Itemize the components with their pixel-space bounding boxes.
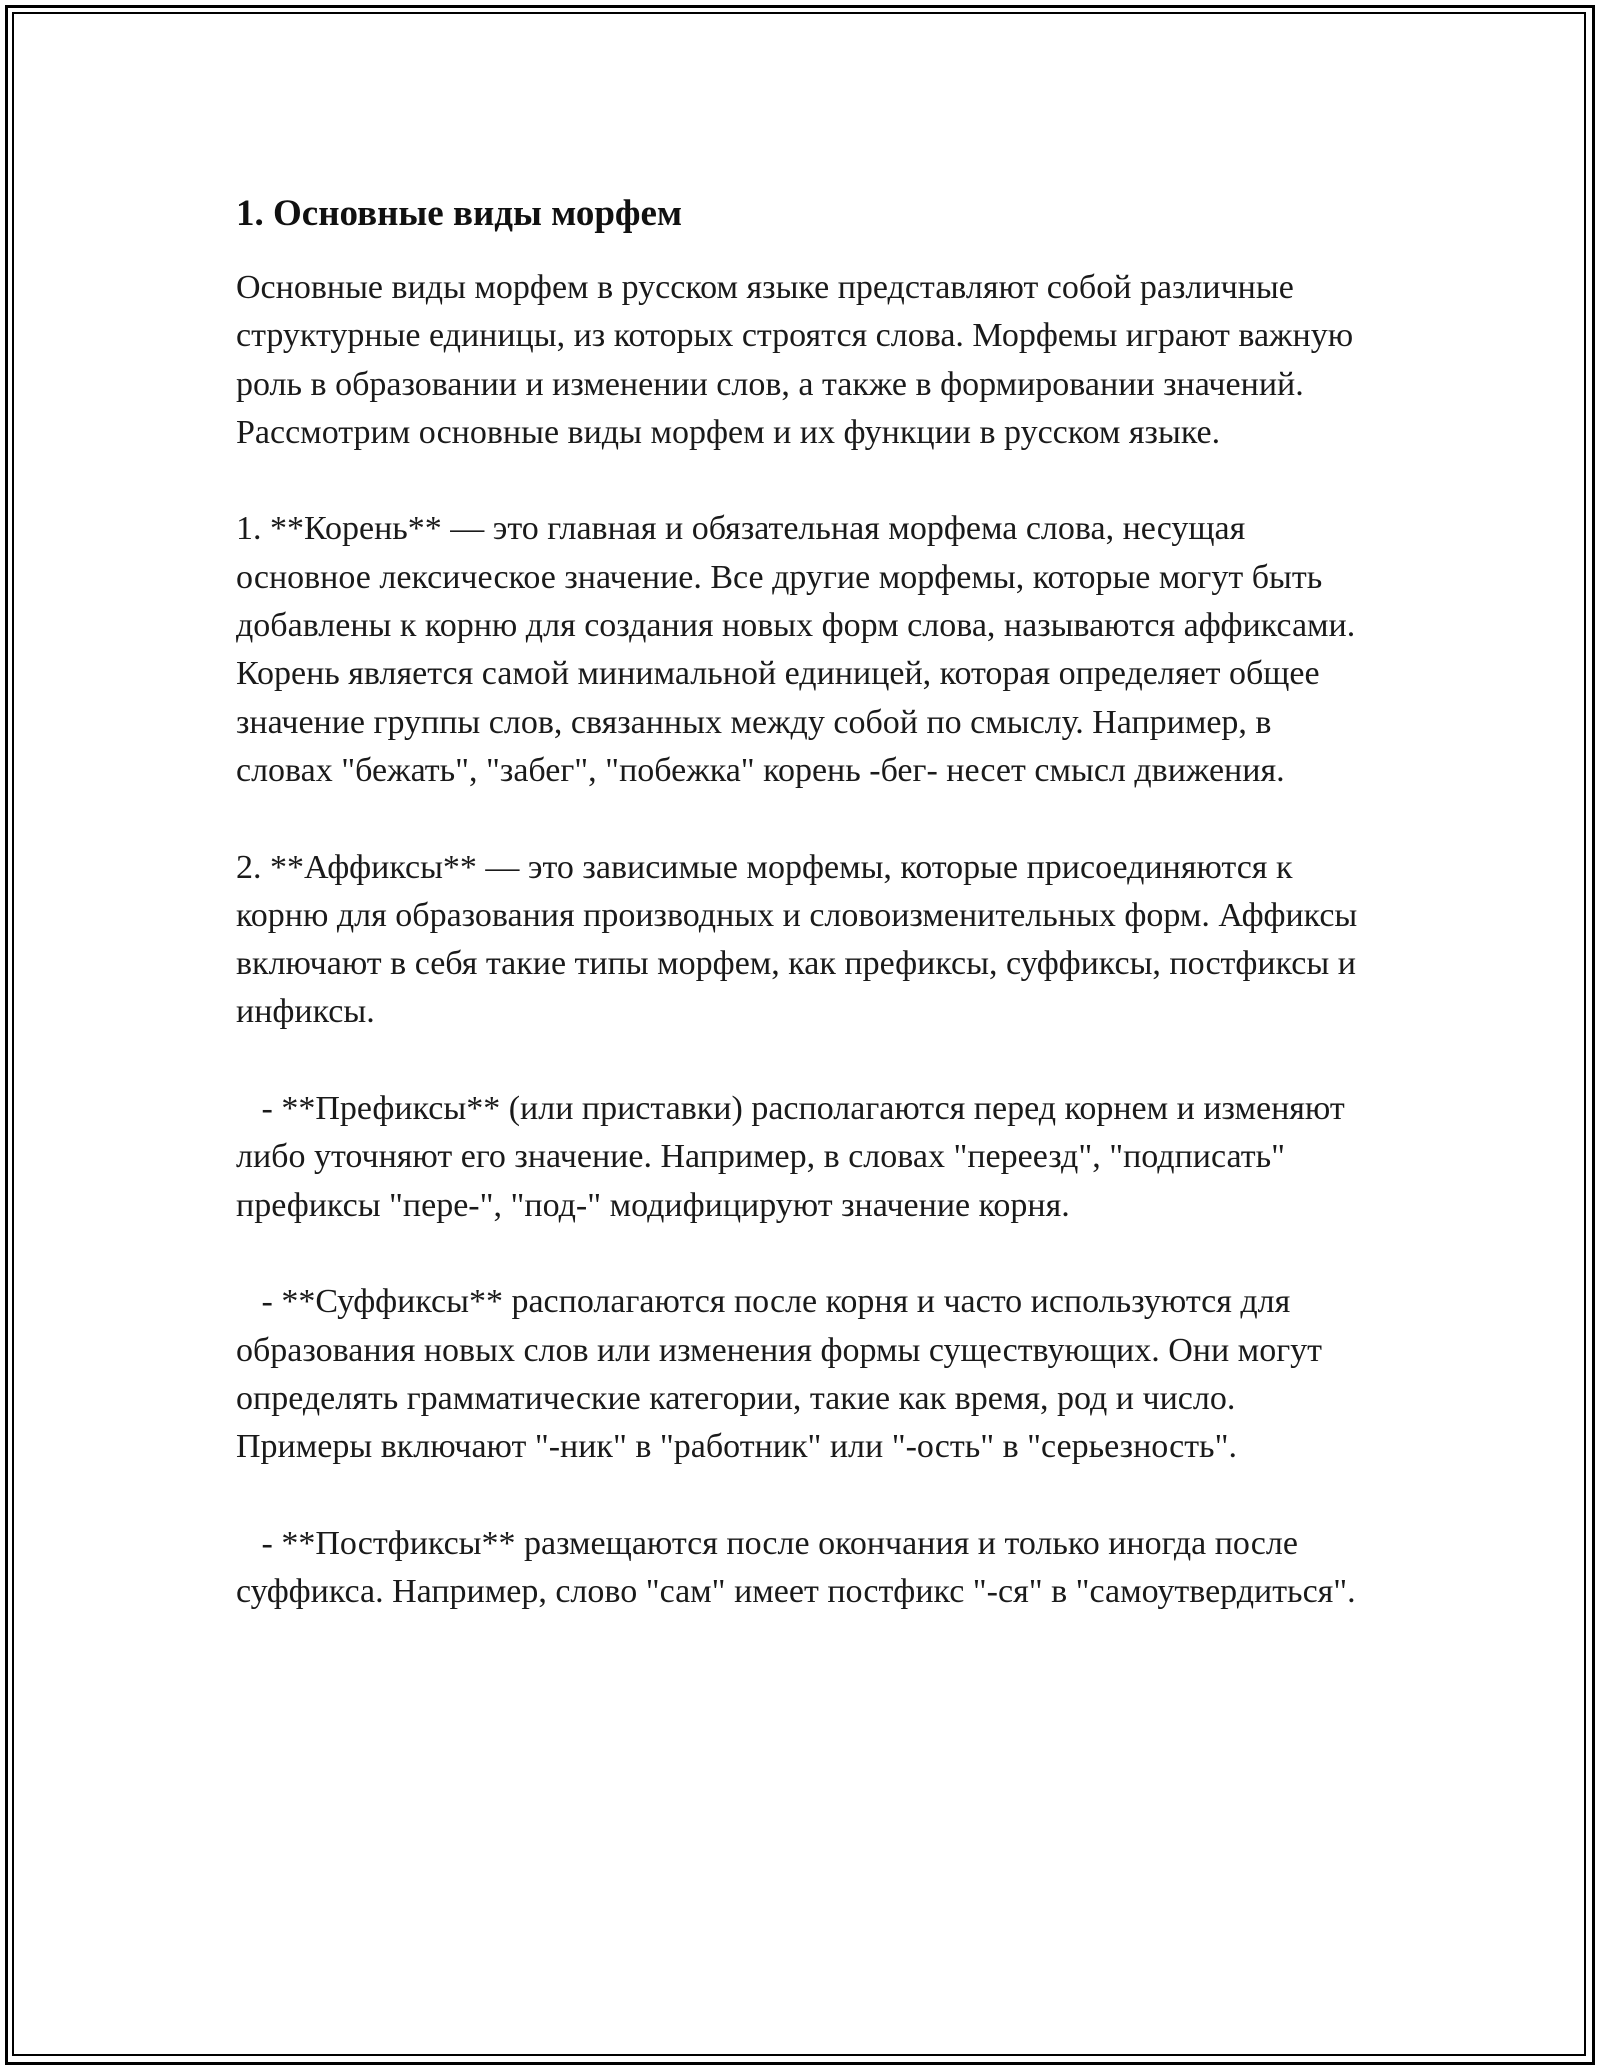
- paragraph-intro: Основные виды морфем в русском языке представляют собой различные структурные единицы, из которых строятся слова. Морфемы играют важную роль в образовании и изменении слов, а также в формировании значений. Рассмотрим основные виды морфем и их функции в русском языке.: [236, 269, 1362, 451]
- paragraph-postfixes: - **Постфиксы** размещаются после окончания и только иногда после суффикса. Например, слово "сам" имеет постфикс "-ся" в "самоутвердиться".: [236, 1524, 1356, 1611]
- paragraph-root: 1. **Корень** — это главная и обязательная морфема слова, несущая основное лексическое значение. Все другие морфемы, которые могут быть добавлены к корню для создания новых форм слова, называются аффиксами. Корень является самой минимальной единицей, которая определяет общее значение группы слов, связанных между собой по смыслу. Например, в словах "бежать", "забег", "побежка" корень -бег- несет смысл движения.: [236, 510, 1364, 789]
- paragraph-prefixes: - **Префиксы** (или приставки) располагаются перед корнем и изменяют либо уточняют его значение. Например, в словах "переезд", "подписать" префиксы "пере-", "под-" модифицируют значение корня.: [236, 1090, 1354, 1224]
- paragraph-affixes: 2. **Аффиксы** — это зависимые морфемы, которые присоединяются к корню для образования производных и словоизменительных форм. Аффиксы включают в себя такие типы морфем, как префиксы, суффиксы, постфиксы и инфиксы.: [236, 848, 1366, 1031]
- section-heading: 1. Основные виды морфем: [236, 193, 683, 234]
- paragraph-suffixes: - **Суффиксы** располагаются после корня и часто используются для образования новых слов или изменения формы существующих. Они могут определять грамматические категории, такие как время, род и число. Примеры включают "-ник" в "работник" или "-ость" в "серьезность".: [236, 1283, 1331, 1466]
- document-body: [236, 186, 1376, 1616]
